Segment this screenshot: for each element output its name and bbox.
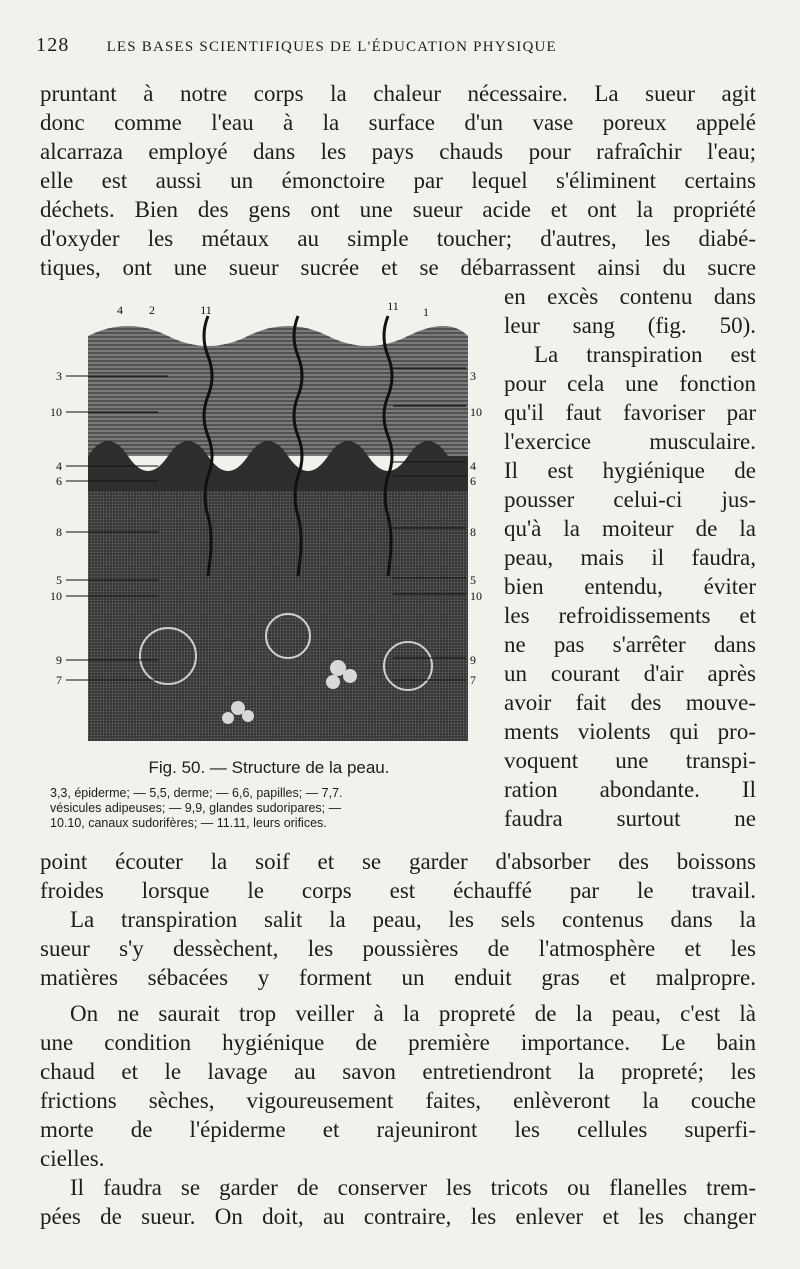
figure-callout-label: 8 — [56, 525, 62, 539]
text-line: déchets. Bien des gens ont une sueur acide et ont la propriété — [40, 197, 756, 222]
figure-callout-label: 4 — [470, 459, 476, 473]
figure-callout-label: 5 — [56, 573, 62, 587]
figure-callout-label: 10 — [50, 405, 62, 419]
text-line: leur sang (fig. 50). — [504, 313, 756, 338]
text-line: pées de sueur. On doit, au contraire, les enlever et les changer — [40, 1204, 756, 1229]
figure-caption-title: Fig. 50. — Structure de la peau. — [148, 758, 390, 777]
figure-callout-label: 11 — [200, 303, 212, 317]
text-line: elle est aussi un émonctoire par lequel s'éliminent certains — [40, 168, 756, 193]
figure-callout-label: 3 — [470, 369, 476, 383]
figure-callout-label: 10 — [470, 589, 482, 603]
text-line: ments violents qui pro- — [504, 719, 756, 744]
figure-callout-label: 9 — [470, 653, 476, 667]
text-line: voquent une transpi- — [504, 748, 756, 773]
text-line: morte de l'épiderme et rajeuniront les cellules superfi- — [40, 1117, 756, 1142]
text-line: point écouter la soif et se garder d'absorber des boissons — [40, 849, 756, 874]
figure-callout-label: 1 — [423, 305, 429, 319]
text-line: Il est hygiénique de — [504, 458, 756, 483]
figure-legend-line: 3,3, épiderme; — 5,5, derme; — 6,6, papilles; — 7,7. — [50, 786, 343, 800]
figure-callout-label: 10 — [470, 405, 482, 419]
figure-callout-label: 8 — [470, 525, 476, 539]
text-line: l'exercice musculaire. — [504, 429, 756, 454]
text-line: On ne saurait trop veiller à la propreté de la peau, c'est là — [70, 1001, 756, 1026]
text-line: Il faudra se garder de conserver les tricots ou flanelles trem- — [70, 1175, 756, 1200]
text-line: un courant d'air après — [504, 661, 756, 686]
text-line: en excès contenu dans — [504, 284, 756, 309]
text-line: les refroidissements et — [504, 603, 756, 628]
running-title: LES BASES SCIENTIFIQUES DE L'ÉDUCATION PHYSIQUE — [106, 39, 557, 55]
figure-callout-label: 4 — [117, 303, 123, 317]
figure-callout-label: 7 — [56, 673, 62, 687]
running-header — [36, 34, 736, 57]
figure-callout-label: 2 — [149, 303, 155, 317]
text-line: donc comme l'eau à la surface d'un vase poreux appelé — [40, 110, 756, 135]
figure-callout-label: 4 — [56, 459, 62, 473]
text-line: bien entendu, éviter — [504, 574, 756, 599]
text-line: d'oxyder les métaux au simple toucher; d'autres, les diabé- — [40, 226, 756, 251]
figure-legend-line: vésicules adipeuses; — 9,9, glandes sudoripares; — — [50, 801, 342, 815]
text-line: sueur s'y dessèchent, les poussières de l'atmosphère et les — [40, 936, 756, 961]
text-line: frictions sèches, vigoureusement faites, enlèveront la couche — [40, 1088, 756, 1113]
figure-callout-label: 6 — [470, 474, 476, 488]
text-line: faudra surtout ne — [504, 806, 756, 831]
text-line: pousser celui-ci jus- — [504, 487, 756, 512]
figure-callout-label: 9 — [56, 653, 62, 667]
text-line: une condition hygiénique de première importance. Le bain — [40, 1030, 756, 1055]
text-line: ne pas s'arrêter dans — [504, 632, 756, 657]
epidermis-layer — [88, 326, 468, 456]
text-line: pour cela une fonction — [504, 371, 756, 396]
text-line: chaud et le lavage au savon entretiendront la propreté; les — [40, 1059, 756, 1084]
figure-callout-label: 10 — [50, 589, 62, 603]
text-line: La transpiration salit la peau, les sels contenus dans la — [70, 907, 756, 932]
text-line: froides lorsque le corps est échauffé par le travail. — [40, 878, 756, 903]
page-number: 128 — [36, 34, 70, 56]
figure-callout-label: 11 — [387, 299, 399, 313]
text-line: La transpiration est — [534, 342, 756, 367]
figure-callout-label: 6 — [56, 474, 62, 488]
figure-callout-label: 5 — [470, 573, 476, 587]
text-line: avoir fait des mouve- — [504, 690, 756, 715]
text-line: matières sébacées y forment un enduit gras et malpropre. — [40, 965, 756, 990]
text-line: tiques, ont une sueur sucrée et se débarrassent ainsi du sucre — [40, 255, 756, 280]
figure-legend-line: 10.10, canaux sudorifères; — 11.11, leurs orifices. — [50, 816, 327, 830]
text-line: alcarraza employé dans les pays chauds pour rafraîchir l'eau; — [40, 139, 756, 164]
skin-structure-figure — [48, 296, 488, 746]
figure-callout-label: 7 — [470, 673, 476, 687]
figure-callout-label: 3 — [56, 369, 62, 383]
text-line: pruntant à notre corps la chaleur nécessaire. La sueur agit — [40, 81, 756, 106]
text-line: cielles. — [40, 1146, 105, 1171]
text-line: qu'à la moiteur de la — [504, 516, 756, 541]
text-line: qu'il faut favoriser par — [504, 400, 756, 425]
text-line: ration abondante. Il — [504, 777, 756, 802]
text-line: peau, mais il faudra, — [504, 545, 756, 570]
